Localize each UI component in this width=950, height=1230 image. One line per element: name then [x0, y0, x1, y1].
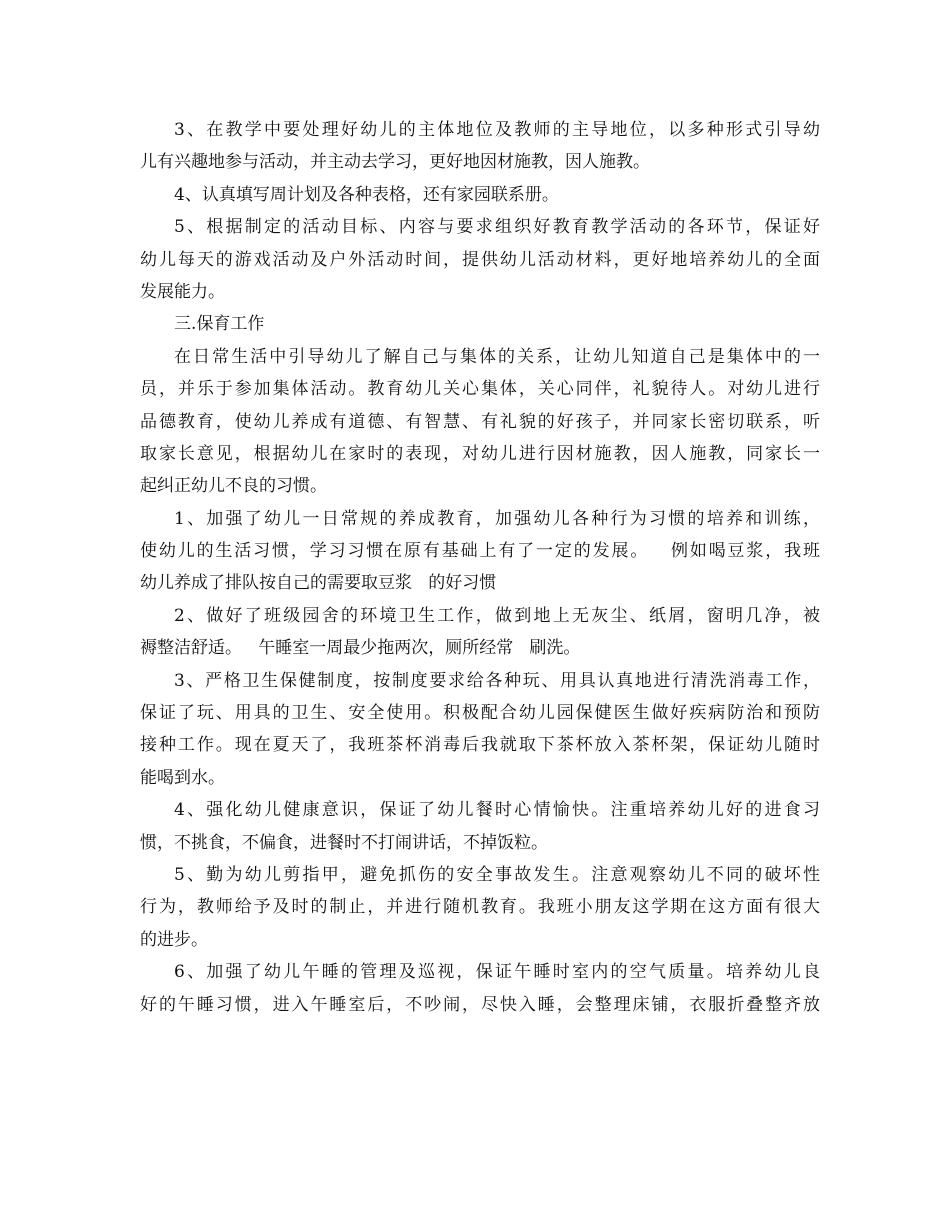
text-line: 褥整洁舒适。 午睡室一周最少拖两次，厕所经常 刷洗。: [140, 638, 581, 659]
text-line: 4、强化幼儿健康意识，保证了幼儿餐时心情愉快。注重培养幼儿好的进食习: [174, 800, 820, 821]
text-line: 在日常生活中引导幼儿了解自己与集体的关系，让幼儿知道自己是集体中的一: [174, 346, 820, 367]
text-line: 6、加强了幼儿午睡的管理及巡视，保证午睡时室内的空气质量。培养幼儿良: [174, 962, 820, 983]
text-line: 幼儿每天的游戏活动及户外活动时间，提供幼儿活动材料，更好地培养幼儿的全面: [140, 249, 820, 270]
text-line: 幼儿养成了排队按自己的需要取豆浆 的好习惯: [140, 573, 497, 594]
text-line: 起纠正幼儿不良的习惯。: [140, 476, 327, 497]
text-line: 3、在教学中要处理好幼儿的主体地位及教师的主导地位，以多种形式引导幼: [174, 120, 820, 140]
text-line: 1、加强了幼儿一日常规的养成教育，加强幼儿各种行为习惯的培养和训练，: [174, 508, 820, 529]
text-line: 儿有兴趣地参与活动，并主动去学习，更好地因材施教，因人施教。: [140, 152, 650, 173]
text-line: 发展能力。: [140, 281, 225, 302]
text-line: 取家长意见，根据幼儿在家时的表现，对幼儿进行因材施教，因人施教，同家长一: [140, 443, 820, 464]
text-line: 4、认真填写周计划及各种表格，还有家园联系册。: [174, 184, 559, 205]
text-line: 能喝到水。: [140, 767, 225, 788]
document-body: [140, 114, 820, 1021]
text-line: 行为，教师给予及时的制止，并进行随机教育。我班小朋友这学期在这方面有很大: [140, 897, 820, 918]
section-heading: 三.保育工作: [174, 314, 265, 335]
text-line: 使幼儿的生活习惯，学习习惯在原有基础上有了一定的发展。 例如喝豆浆，我班: [140, 541, 820, 562]
text-line: 的进步。: [140, 929, 208, 950]
text-line: 5、勤为幼儿剪指甲，避免抓伤的安全事故发生。注意观察幼儿不同的破坏性: [174, 864, 820, 885]
text-line: 品德教育，使幼儿养成有道德、有智慧、有礼貌的好孩子，并同家长密切联系，听: [140, 411, 820, 432]
text-line: 5、根据制定的活动目标、内容与要求组织好教育教学活动的各环节，保证好: [174, 217, 820, 238]
text-line: 员，并乐于参加集体活动。教育幼儿关心集体，关心同伴，礼貌待人。对幼儿进行: [140, 379, 820, 400]
text-line: 惯，不挑食，不偏食，进餐时不打闹讲话，不掉饭粒。: [140, 832, 548, 853]
text-line: 接种工作。现在夏天了，我班茶杯消毒后我就取下茶杯放入茶杯架，保证幼儿随时: [140, 735, 820, 756]
text-line: 保证了玩、用具的卫生、安全使用。积极配合幼儿园保健医生做好疾病防治和预防: [140, 703, 820, 724]
text-line: 3、严格卫生保健制度，按制度要求给各种玩、用具认真地进行清洗消毒工作，: [174, 670, 820, 691]
text-line: 好的午睡习惯，进入午睡室后，不吵闹，尽快入睡，会整理床铺，衣服折叠整齐放: [140, 994, 820, 1015]
text-line: 2、做好了班级园舍的环境卫生工作，做到地上无灰尘、纸屑，窗明几净，被: [174, 605, 820, 626]
